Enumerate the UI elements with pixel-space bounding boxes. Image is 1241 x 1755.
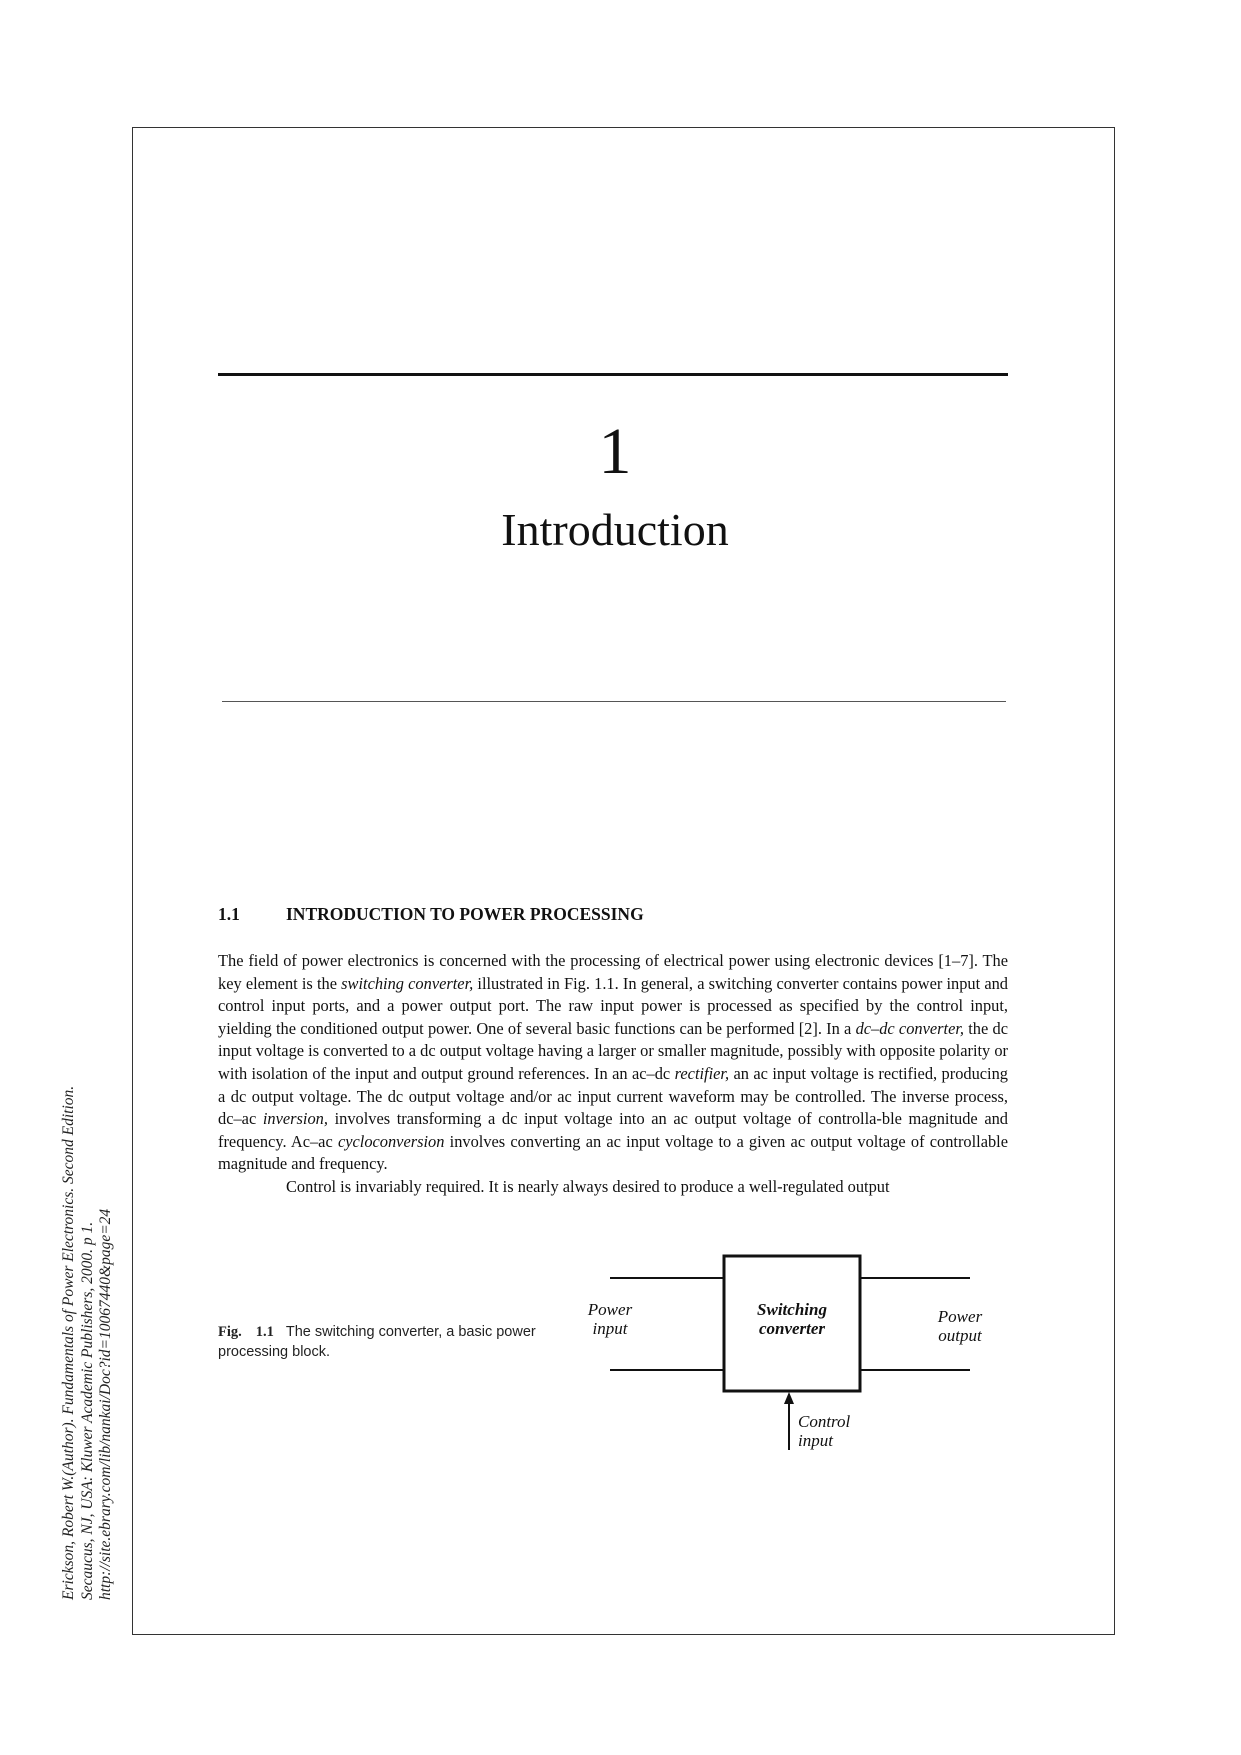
paragraph-1 (218, 950, 1008, 1176)
figure-caption-text: The switching converter, a basic power processing block. (218, 1324, 536, 1360)
section-heading (218, 903, 644, 925)
label-power-input (570, 1300, 650, 1338)
figure-label: Fig. (218, 1324, 242, 1340)
label-switching-converter (732, 1300, 852, 1338)
section-number: 1.1 (218, 904, 240, 924)
figure-caption (218, 1322, 558, 1362)
citation-line-3: http://site.ebrary.com/lib/nankai/Doc?id=10067440&page=24 (97, 1208, 114, 1600)
power-output-line-1: Power (937, 1307, 983, 1326)
p1-text-5: involves transforming a dc input voltage into an ac output voltage of controlla-ble magnitude and frequency. Ac–ac (218, 1109, 1008, 1151)
term-rectifier: rectifier, (674, 1063, 730, 1083)
p1-text-4: an ac input voltage is rectified, producing a dc output voltage. The dc output voltage and/or ac input current waveform may be controlled. The inverse process, dc–ac (218, 1063, 1008, 1129)
term-dc-dc-converter: dc–dc converter, (855, 1018, 965, 1038)
body-text (218, 950, 1008, 1199)
p1-text-6: involves converting an ac input voltage to a given ac output voltage of controllable magnitude and frequency. (218, 1131, 1009, 1174)
converter-line-2: converter (758, 1319, 826, 1338)
p1-text-2: illustrated in Fig. 1.1. In general, a switching converter contains power input and control input ports, and a power output port. The raw input power is processed as specified by the control input, yielding the conditioned output power. One of several basic functions can be performed [2]. In a (218, 973, 1008, 1038)
chapter-bottom-rule (222, 701, 1006, 702)
term-inversion: inversion, (262, 1109, 328, 1129)
citation-line-1: Erickson, Robert W.(Author). Fundamentals of Power Electronics. Second Edition. (60, 1085, 77, 1600)
switching-converter-diagram (560, 1240, 1010, 1470)
citation-sidebar (60, 1086, 116, 1600)
citation-line-2: Secaucus, NJ, USA: Kluwer Academic Publishers, 2000. p 1. (78, 1221, 96, 1600)
chapter-number: 1 (598, 415, 632, 488)
converter-line-1: Switching (757, 1300, 827, 1319)
diagram-lines (560, 1240, 1010, 1470)
figure-number: 1.1 (255, 1324, 274, 1340)
chapter-title: Introduction (501, 504, 729, 555)
power-input-line-2: input (592, 1319, 628, 1338)
label-control-input (798, 1412, 868, 1450)
power-input-line-1: Power (587, 1300, 633, 1319)
term-switching-converter: switching converter, (341, 973, 474, 993)
term-cycloconversion: cycloconversion (337, 1131, 445, 1151)
control-input-line-1: Control (798, 1412, 851, 1431)
p1-text-3: the dc input voltage is converted to a dc output voltage having a larger or smaller magnitude, possibly with opposite polarity or with isolation of the input and output ground references. In an ac–dc (218, 1018, 1008, 1083)
p1-text-1: The field of power electronics is concerned with the processing of electrical power using electronic devices [1–7]. The key element is the (218, 951, 1008, 993)
paragraph-2: Control is invariably required. It is nearly always desired to produce a well-regulated output (286, 1176, 890, 1196)
power-output-line-2: output (938, 1326, 982, 1345)
label-power-output (920, 1307, 1000, 1345)
control-input-line-2: input (798, 1431, 833, 1450)
section-title: INTRODUCTION TO POWER PROCESSING (286, 904, 644, 924)
chapter-top-rule (218, 373, 1008, 376)
control-arrowhead-icon (784, 1392, 794, 1404)
